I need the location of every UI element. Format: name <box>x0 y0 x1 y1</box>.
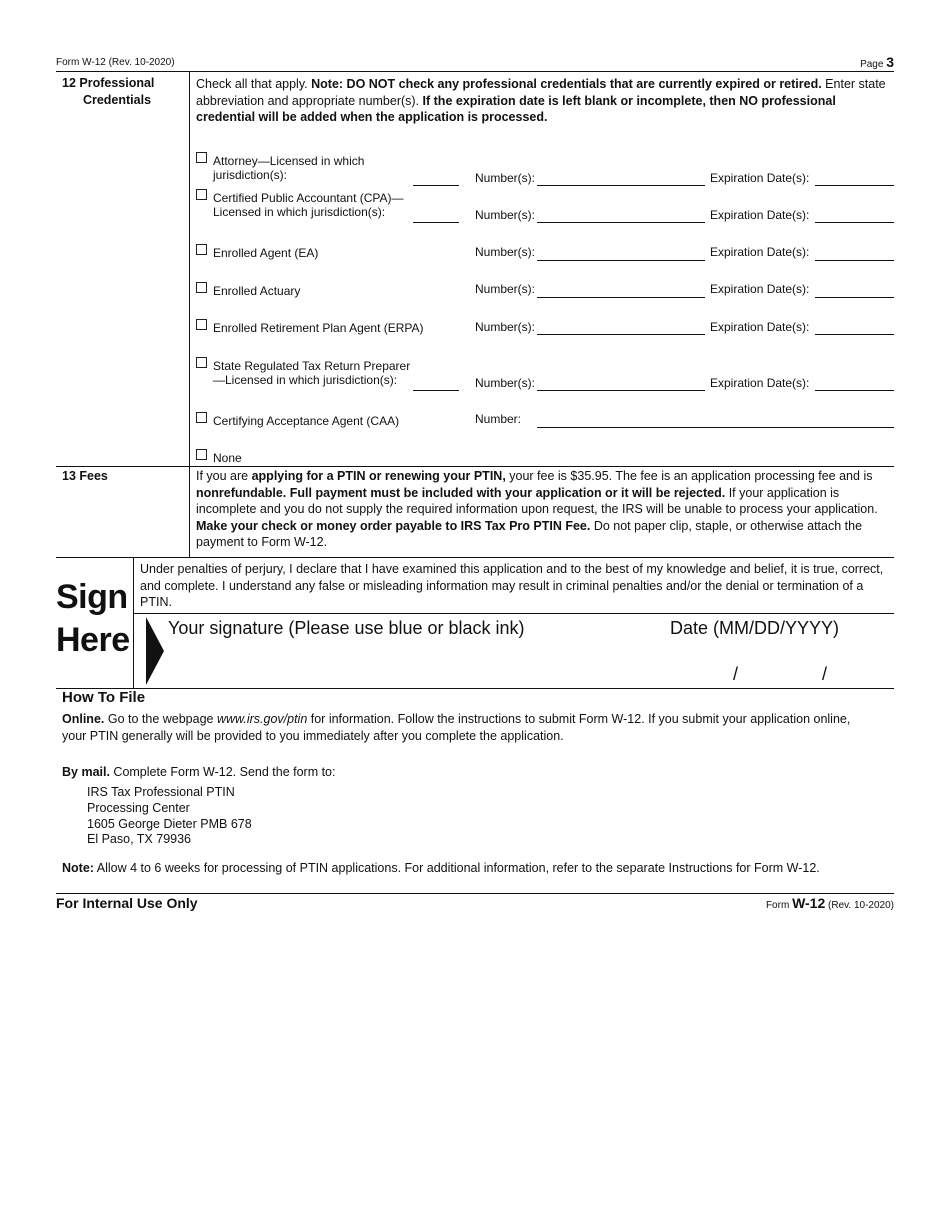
section12-title-line2: Credentials <box>82 93 152 107</box>
note-paragraph <box>62 860 862 877</box>
state-preparer-jurisdiction-field[interactable] <box>413 390 459 391</box>
date-slash-1: / <box>733 664 739 684</box>
date-label: Date (MM/DD/YYYY) <box>670 618 840 638</box>
intro-warning: If the expiration date is left blank or incomplete, then NO professional credential will be added when the application is processed. <box>196 93 836 124</box>
mail-text: Complete Form W-12. Send the form to: <box>109 765 336 779</box>
section12-title-line1: 12 Professional <box>62 76 155 90</box>
footer-form-word: Form <box>765 900 790 911</box>
online-paragraph <box>62 711 862 744</box>
signature-top-rule <box>133 613 894 614</box>
caa-number-field[interactable] <box>537 427 894 428</box>
sign-bottom-rule <box>56 688 894 689</box>
actuary-label: Enrolled Actuary <box>213 284 301 298</box>
erpa-checkbox[interactable] <box>196 319 207 330</box>
page-word: Page <box>860 59 884 70</box>
state-preparer-label <box>213 359 410 387</box>
section12-title <box>62 75 172 109</box>
section12-intro <box>196 76 896 126</box>
caa-label: Certifying Acceptance Agent (CAA) <box>213 414 400 428</box>
sign-word: Sign <box>56 578 128 616</box>
ea-checkbox[interactable] <box>196 244 207 255</box>
fees-text-2: your fee is $35.95. The fee is an application processing fee and is <box>505 469 873 483</box>
actuary-number-label: Number(s): <box>475 282 536 296</box>
footer-form-name: W-12 <box>792 895 826 911</box>
ea-number-field[interactable] <box>537 260 705 261</box>
state-preparer-number-field[interactable] <box>537 390 705 391</box>
attorney-label-line1: Attorney—Licensed in which <box>213 154 365 168</box>
irs-ptin-link[interactable]: www.irs.gov/ptin <box>216 712 308 726</box>
state-preparer-label-line2: —Licensed in which jurisdiction(s): <box>213 373 398 387</box>
sign-left-divider <box>133 558 134 689</box>
sign-top-rule <box>56 557 894 558</box>
cpa-number-label: Number(s): <box>475 208 536 222</box>
fees-text-1: If you are <box>196 469 252 483</box>
address-line-2: Processing Center <box>87 800 190 815</box>
state-preparer-number-label: Number(s): <box>475 376 536 390</box>
cpa-label <box>213 191 404 219</box>
fees-bold-3: Make your check or money order payable to IRS Tax Pro PTIN Fee. <box>196 518 591 533</box>
footer-rule <box>56 893 894 894</box>
intro-note: Note: DO NOT check any professional credentials that are currently expired or retired. <box>311 77 822 91</box>
cpa-label-line2: Licensed in which jurisdiction(s): <box>213 205 386 219</box>
erpa-label: Enrolled Retirement Plan Agent (ERPA) <box>213 321 424 335</box>
cpa-checkbox[interactable] <box>196 189 207 200</box>
state-preparer-checkbox[interactable] <box>196 357 207 368</box>
attorney-number-field[interactable] <box>537 185 705 186</box>
actuary-checkbox[interactable] <box>196 282 207 293</box>
ea-expiration-field[interactable] <box>815 260 894 261</box>
attorney-number-label: Number(s): <box>475 171 536 185</box>
caa-number-label: Number: <box>475 412 522 426</box>
none-label: None <box>213 451 242 465</box>
ea-number-label: Number(s): <box>475 245 536 259</box>
sign-arrow-icon <box>144 617 166 685</box>
erpa-number-field[interactable] <box>537 334 705 335</box>
footer-form-id <box>766 895 894 911</box>
date-field[interactable] <box>670 640 894 686</box>
attorney-expiration-label: Expiration Date(s): <box>710 171 810 185</box>
erpa-expiration-label: Expiration Date(s): <box>710 320 810 334</box>
online-bold: Online. <box>62 712 105 726</box>
intro-text-2: Enter state abbreviation and appropriate number(s). <box>196 77 886 108</box>
page-num: 3 <box>886 54 894 70</box>
page-number <box>860 54 894 70</box>
address-line-3: 1605 George Dieter PMB 678 <box>87 816 252 831</box>
fees-paragraph <box>196 468 896 551</box>
state-preparer-label-line1: State Regulated Tax Return Preparer <box>213 359 411 373</box>
actuary-number-field[interactable] <box>537 297 705 298</box>
footer-form-rev: (Rev. 10-2020) <box>828 900 894 911</box>
attorney-checkbox[interactable] <box>196 152 207 163</box>
intro-text: Check all that apply. <box>196 77 308 91</box>
header-rule <box>56 71 894 72</box>
here-word: Here <box>56 621 130 659</box>
attorney-label-line2: jurisdiction(s): <box>213 168 288 182</box>
cpa-expiration-field[interactable] <box>815 222 894 223</box>
section13-top-rule <box>56 466 894 467</box>
section13-divider <box>189 467 190 557</box>
mail-bold: By mail. <box>62 765 110 779</box>
how-to-file-title: How To File <box>62 689 146 706</box>
fees-text-4: Do not paper clip, staple, or otherwise attach the payment to Form W-12. <box>196 518 863 549</box>
online-text-2: for information. Follow the instructions to submit Form W-12. If you submit your application online, your PTIN generally will be provided to you immediately after you complete the application. <box>62 712 851 743</box>
signature-field[interactable] <box>168 640 658 686</box>
form-revision-header: Form W-12 (Rev. 10-2020) <box>56 57 175 68</box>
attorney-label <box>213 154 364 182</box>
cpa-label-line1: Certified Public Accountant (CPA)— <box>213 191 404 205</box>
note-text: Allow 4 to 6 weeks for processing of PTIN applications. For additional information, refer to the separate Instructions for Form W-12. <box>93 861 820 875</box>
cpa-expiration-label: Expiration Date(s): <box>710 208 810 222</box>
state-preparer-expiration-label: Expiration Date(s): <box>710 376 810 390</box>
ea-label: Enrolled Agent (EA) <box>213 246 319 260</box>
attorney-expiration-field[interactable] <box>815 185 894 186</box>
internal-use-label: For Internal Use Only <box>56 895 198 911</box>
erpa-expiration-field[interactable] <box>815 334 894 335</box>
fees-bold-1: applying for a PTIN or renewing your PTIN, <box>251 469 506 483</box>
fees-text-3: If your application is incomplete and you do not supply the required information upon request, the IRS will be unable to process your application. <box>196 485 878 516</box>
section12-divider <box>189 72 190 467</box>
signature-label: Your signature (Please use blue or black ink) <box>168 618 525 638</box>
cpa-jurisdiction-field[interactable] <box>413 222 459 223</box>
actuary-expiration-label: Expiration Date(s): <box>710 282 810 296</box>
mailing-address <box>87 785 252 848</box>
attorney-jurisdiction-field[interactable] <box>413 185 459 186</box>
address-line-1: IRS Tax Professional PTIN <box>87 785 235 799</box>
state-preparer-expiration-field[interactable] <box>815 390 894 391</box>
actuary-expiration-field[interactable] <box>815 297 894 298</box>
perjury-declaration: Under penalties of perjury, I declare that I have examined this application and to the best of my knowledge and belief, it is true, correct, and complete. I understand any false or misleading information may result in criminal penalties and/or the denial or termination of a PTIN. <box>140 562 884 609</box>
address-line-4: El Paso, TX 79936 <box>87 832 192 847</box>
none-checkbox[interactable] <box>196 449 207 460</box>
note-bold: Note: <box>62 861 94 875</box>
ea-expiration-label: Expiration Date(s): <box>710 245 810 259</box>
erpa-number-label: Number(s): <box>475 320 536 334</box>
cpa-number-field[interactable] <box>537 222 705 223</box>
date-slash-2: / <box>822 664 828 684</box>
mail-paragraph <box>62 764 336 781</box>
online-text-1: Go to the webpage <box>104 712 217 726</box>
section13-title: 13 Fees <box>62 469 108 483</box>
caa-checkbox[interactable] <box>196 412 207 423</box>
fees-bold-2: nonrefundable. Full payment must be included with your application or it will be rejected. <box>196 485 726 500</box>
